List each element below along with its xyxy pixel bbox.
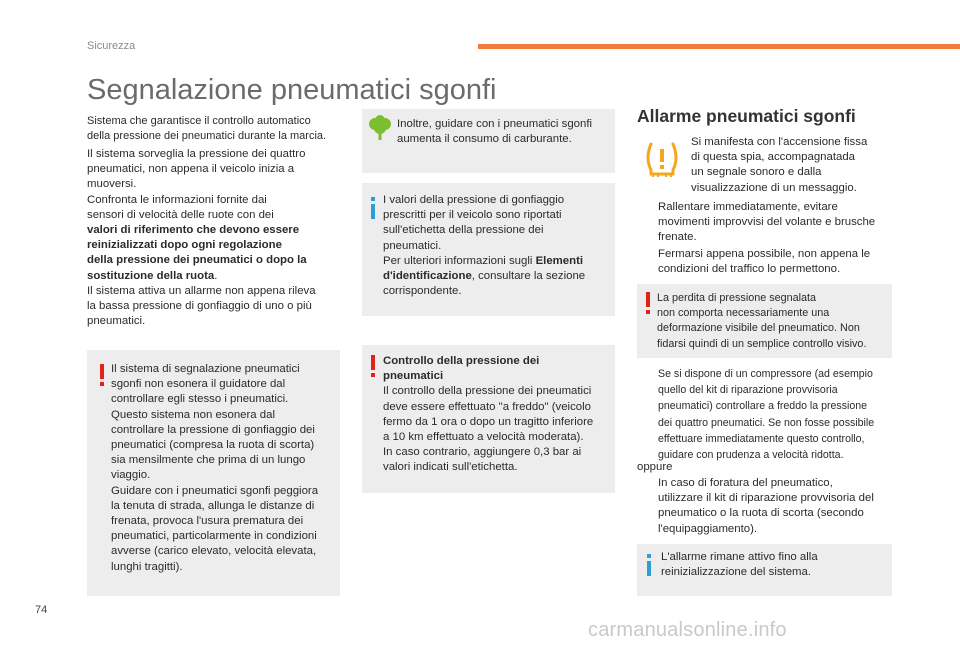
bullet-line: quello del kit di riparazione provvisoria xyxy=(658,384,838,397)
warning-line: controllare egli stesso i pneumatici. xyxy=(111,393,289,406)
intro-line: della pressione dei pneumatici durante la marcia. xyxy=(87,130,327,143)
warning-line: sia mensilmente che prima di un lungo xyxy=(111,454,306,467)
lamp-line: un segnale sonoro e dalla xyxy=(691,166,822,179)
bullet-line: frenate. xyxy=(658,231,697,244)
oppure-label: oppure xyxy=(637,461,673,473)
warning-box-monthly-check xyxy=(87,350,340,596)
bold-line: sostituzione della ruota. xyxy=(87,269,218,282)
lamp-line: di questa spia, accompagnatada xyxy=(691,151,856,164)
info-line: I valori della pressione di gonfiaggio xyxy=(383,194,565,206)
page-title: Segnalazione pneumatici sgonfi xyxy=(87,74,497,106)
exclamation-icon xyxy=(370,355,376,377)
text-line: la bassa pressione di gonfiaggio di uno o più xyxy=(87,300,312,313)
bold-line: della pressione dei pneumatici o dopo la xyxy=(87,254,307,267)
info-box-label xyxy=(362,183,615,316)
section-heading: Allarme pneumatici sgonfi xyxy=(637,106,856,126)
text-line: Il sistema sorveglia la pressione dei quattro xyxy=(87,148,306,160)
warning-line: pneumatici, particolarmente in condizioni xyxy=(111,530,317,543)
system-description xyxy=(87,147,347,329)
warning-line: valori indicati sull'etichetta. xyxy=(383,461,518,474)
info-box-alarm-active xyxy=(637,544,892,596)
warning-line: Guidare con i pneumatici sgonfi peggiora xyxy=(111,484,319,497)
info-line: sull'etichetta della pressione dei xyxy=(383,224,544,237)
bullet-line: movimenti improvvisi del volante e brusche xyxy=(658,216,876,229)
bullet-line: Rallentare immediatamente, evitare xyxy=(658,201,838,213)
lamp-line: visualizzazione di un messaggio. xyxy=(691,181,857,194)
bullet-line: effettuare immediatamente questo controllo, xyxy=(658,432,865,445)
warning-box-visual-check xyxy=(637,284,892,358)
tyre-pressure-warning-icon xyxy=(642,140,682,178)
warning-line: a 10 km effettuato a velocità moderata). xyxy=(383,431,584,444)
warning-line: fermo da 1 ora o dopo un tragitto inferiore xyxy=(383,415,594,428)
text-line: Il sistema attiva un allarme non appena rileva xyxy=(87,284,316,297)
warning-line: lunghi tragitti). xyxy=(111,560,183,573)
info-line: corrispondente. xyxy=(383,285,462,298)
warning-line: viaggio. xyxy=(111,469,151,482)
warning-line: La perdita di pressione segnalata xyxy=(657,292,817,304)
info-icon xyxy=(370,197,376,219)
exclamation-icon xyxy=(645,292,651,314)
lamp-line: Si manifesta con l'accensione fissa xyxy=(691,136,868,148)
warning-line: deve essere effettuato "a freddo" (veicolo xyxy=(383,400,591,413)
intro-line: Sistema che garantisce il controllo automatico xyxy=(87,115,311,127)
text-line: sensori di velocità delle ruote con dei xyxy=(87,208,274,221)
bullet-line: utilizzare il kit di riparazione provvisoria del xyxy=(658,492,874,505)
warning-line: Il sistema di segnalazione pneumatici xyxy=(111,363,300,375)
warning-line: non comporta necessariamente una xyxy=(657,307,830,320)
info-line: L'allarme rimane attivo fino alla xyxy=(661,551,818,563)
warning-line: fidarsi quindi di un semplice controllo visivo. xyxy=(657,337,867,350)
warning-line: sgonfi non esonera il guidatore dal xyxy=(111,378,286,391)
info-icon xyxy=(646,554,652,576)
info-line: prescritti per il veicolo sono riportati xyxy=(383,209,562,222)
warning-line: deformazione visibile del pneumatico. Non xyxy=(657,322,860,335)
bullet-line: condizioni del traffico lo permettono. xyxy=(658,263,841,276)
bullet-line: In caso di foratura del pneumatico, xyxy=(658,477,833,489)
intro-paragraph xyxy=(87,114,347,144)
bold-line: reinizializzati dopo ogni regolazione xyxy=(87,239,282,252)
bullet-line: guidare con prudenza a velocità ridotta. xyxy=(658,449,844,462)
page-number: 74 xyxy=(35,604,48,616)
text-line: Confronta le informazioni fornite dai xyxy=(87,193,267,206)
warning-line: frenata, provoca l'usura prematura dei xyxy=(111,515,304,528)
info-line: reinizializzazione del sistema. xyxy=(661,566,812,579)
warning-line: Questo sistema non esonera dal xyxy=(111,408,275,421)
warning-line: la tenuta di strada, allunga le distanze di xyxy=(111,499,315,512)
bullet-line: l'equipaggiamento). xyxy=(658,522,758,535)
warning-line: avverse (carico elevato, velocità elevata, xyxy=(111,545,317,558)
warning-line: controllare la pressione di gonfiaggio dei xyxy=(111,423,315,436)
eco-line: Inoltre, guidare con i pneumatici sgonfi xyxy=(397,118,593,130)
exclamation-icon xyxy=(99,364,105,386)
bullet-line: pneumatici) controllare a freddo la pressione xyxy=(658,400,868,413)
text-line: pneumatici, non appena il veicolo inizia a xyxy=(87,163,295,176)
warning-title: pneumatici xyxy=(383,370,444,383)
eco-box xyxy=(362,109,615,173)
warning-line: pneumatici (compresa la ruota di scorta) xyxy=(111,439,315,452)
bullet-line: Fermarsi appena possibile, non appena le xyxy=(658,248,871,260)
info-line: pneumatici. xyxy=(383,239,442,252)
section-accent-bar xyxy=(478,44,960,49)
eco-leaf-icon xyxy=(368,115,392,141)
warning-title: Controllo della pressione dei xyxy=(383,355,540,367)
bullet-line: Se si dispone di un compressore (ad esempio xyxy=(658,368,873,380)
bullet-line: pneumatico o la ruota di scorta (secondo xyxy=(658,507,864,520)
watermark: carmanualsonline.info xyxy=(588,619,787,641)
eco-line: aumenta il consumo di carburante. xyxy=(397,133,572,146)
info-line: Per ulteriori informazioni sugli Elementi xyxy=(383,254,584,267)
info-line: d'identificazione, consultare la sezione xyxy=(383,270,586,283)
warning-line: Il controllo della pressione dei pneumatici xyxy=(383,385,592,398)
bold-line: valori di riferimento che devono essere xyxy=(87,224,300,237)
bullet-line: dei quattro pneumatici. Se non fosse possibile xyxy=(658,416,875,429)
warning-box-cold-check xyxy=(362,345,615,493)
lamp-description xyxy=(691,135,891,196)
text-line: muoversi. xyxy=(87,178,137,191)
warning-line: In caso contrario, aggiungere 0,3 bar ai xyxy=(383,446,582,459)
text-line: pneumatici. xyxy=(87,315,146,328)
section-label: Sicurezza xyxy=(87,40,136,52)
